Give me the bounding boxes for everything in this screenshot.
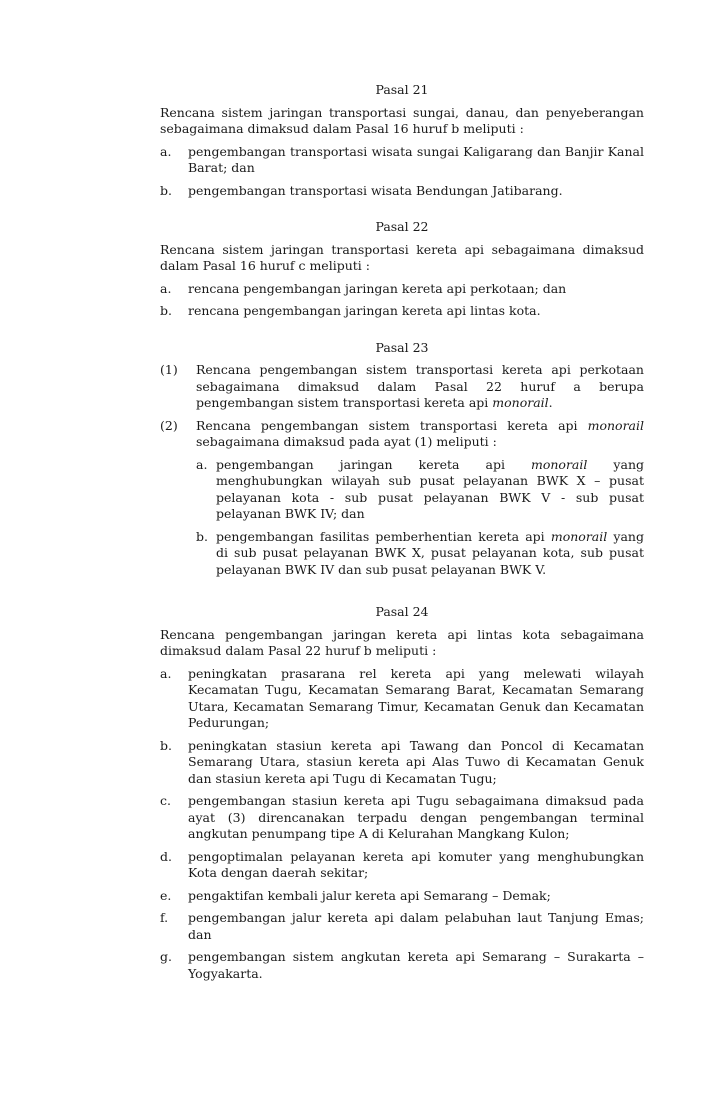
- pasal-24-section: [160, 604, 644, 982]
- list-item: [160, 793, 644, 843]
- list-marker: g.: [160, 949, 172, 964]
- list-marker: b.: [160, 737, 172, 753]
- sub-text-italic: monorail: [531, 456, 588, 472]
- list-marker: a.: [160, 143, 172, 159]
- ayat-marker: (2): [160, 417, 178, 433]
- list-item-text: pengaktifan kembali jalur kereta api Semarang – Demak;: [188, 887, 551, 903]
- list-item-text: pengembangan transportasi wisata sungai Kaligarang dan Banjir Kanal Barat; dan: [188, 143, 644, 175]
- pasal-21-heading: Pasal 21: [375, 82, 429, 97]
- sub-text-italic: monorail: [550, 528, 608, 544]
- list-item-text: pengembangan stasiun kereta api Tugu sebagaimana dimaksud pada ayat (3) direncanakan terpadu dengan pengembangan terminal angkutan penumpang tipe A di Kelurahan Mangkang Kulon;: [188, 793, 644, 841]
- list-item: [160, 281, 644, 298]
- list-marker: f.: [160, 910, 169, 925]
- sub-list-marker: b.: [196, 528, 208, 544]
- ayat-text-part: Rencana pengembangan sistem transportasi kereta api perkotaan sebagaimana dimaksud dalam Pasal 22 huruf a berupa pengembangan sistem transportasi kereta api: [196, 362, 644, 410]
- list-item: [160, 849, 644, 882]
- sub-text-part: pengembangan jaringan kereta api: [216, 456, 531, 472]
- ayat-text-italic: monorail: [587, 417, 644, 433]
- pasal-22-section: [160, 219, 644, 320]
- ayat-1: [160, 362, 644, 412]
- pasal-22-heading: Pasal 22: [375, 219, 429, 234]
- pasal-21-section: [160, 82, 644, 199]
- list-item: [160, 303, 644, 320]
- sub-list-item: [196, 457, 644, 523]
- ayat-text: [196, 418, 644, 585]
- list-item-text: pengembangan transportasi wisata Bendungan Jatibarang.: [188, 182, 563, 198]
- pasal-23-section: [160, 340, 644, 585]
- list-item: [160, 144, 644, 177]
- list-item: [160, 949, 644, 982]
- sub-text-part: yang di sub pusat pelayanan BWK X, pusat pelayanan kota, sub pusat pelayanan BWK IV dan sub pusat pelayanan BWK V.: [216, 528, 644, 577]
- list-item-text: peningkatan prasarana rel kereta api yang melewati wilayah Kecamatan Tugu, Kecamatan Semarang Barat, Kecamatan Semarang Utara, Kecamatan Semarang Timur, Kecamatan Genuk dan Kecamatan Pedurungan;: [188, 665, 644, 730]
- list-marker: b.: [160, 182, 172, 198]
- ayat-text-part: sebagaimana dimaksud pada ayat (1) meliputi :: [196, 434, 497, 449]
- pasal-22-intro: Rencana sistem jaringan transportasi kereta api sebagaimana dimaksud dalam Pasal 16 huruf c meliputi :: [160, 241, 644, 273]
- list-marker: b.: [160, 303, 172, 318]
- list-item-text: rencana pengembangan jaringan kereta api perkotaan; dan: [188, 280, 567, 296]
- list-marker: d.: [160, 848, 172, 864]
- list-marker: a.: [160, 280, 172, 296]
- list-marker: c.: [160, 793, 171, 808]
- list-item-text: pengembangan sistem angkutan kereta api Semarang – Surakarta – Yogyakarta.: [188, 949, 644, 981]
- list-item-text: rencana pengembangan jaringan kereta api lintas kota.: [188, 303, 541, 318]
- ayat-text-italic: monorail: [492, 395, 549, 410]
- sub-list-marker: a.: [196, 456, 208, 472]
- list-item-text: peningkatan stasiun kereta api Tawang dan Poncol di Kecamatan Semarang Utara, stasiun kereta api Alas Tuwo di Kecamatan Genuk dan stasiun kereta api Tugu di Kecamatan Tugu;: [188, 737, 644, 786]
- list-item: [160, 183, 644, 200]
- ayat-text: [196, 362, 644, 412]
- sub-text-part: pengembangan fasilitas pemberhentian kereta api: [216, 528, 551, 544]
- document-page: [160, 82, 644, 1002]
- list-item: [160, 888, 644, 905]
- pasal-24-heading: Pasal 24: [375, 604, 429, 619]
- list-item-text: pengembangan jalur kereta api dalam pelabuhan laut Tanjung Emas; dan: [188, 910, 644, 942]
- ayat-text-part: Rencana pengembangan sistem transportasi kereta api: [196, 417, 588, 433]
- pasal-23-heading: Pasal 23: [375, 339, 429, 355]
- sub-list-item-text: [216, 529, 644, 579]
- list-marker: e.: [160, 887, 172, 903]
- sub-list-item: [196, 529, 644, 579]
- pasal-21-intro: Rencana sistem jaringan transportasi sungai, danau, dan penyeberangan sebagaimana dimaksud dalam Pasal 16 huruf b meliputi :: [160, 104, 644, 136]
- sub-list-item-text: [216, 457, 644, 523]
- ayat-text-part: .: [548, 395, 553, 410]
- ayat-2-sublist: [196, 457, 644, 579]
- pasal-24-intro: Rencana pengembangan jaringan kereta api lintas kota sebagaimana dimaksud dalam Pasal 22 huruf b meliputi :: [160, 626, 644, 658]
- ayat-marker: (1): [160, 362, 178, 377]
- sub-text-part: yang menghubungkan wilayah sub pusat pelayanan BWK X – pusat pelayanan kota - sub pusat pelayanan BWK V - sub pusat pelayanan BWK IV; dan: [216, 456, 644, 521]
- list-item-text: pengoptimalan pelayanan kereta api komuter yang menghubungkan Kota dengan daerah sekitar;: [188, 848, 644, 880]
- list-item: [160, 666, 644, 732]
- list-item: [160, 910, 644, 943]
- ayat-2: [160, 418, 644, 585]
- list-marker: a.: [160, 665, 172, 681]
- list-item: [160, 738, 644, 788]
